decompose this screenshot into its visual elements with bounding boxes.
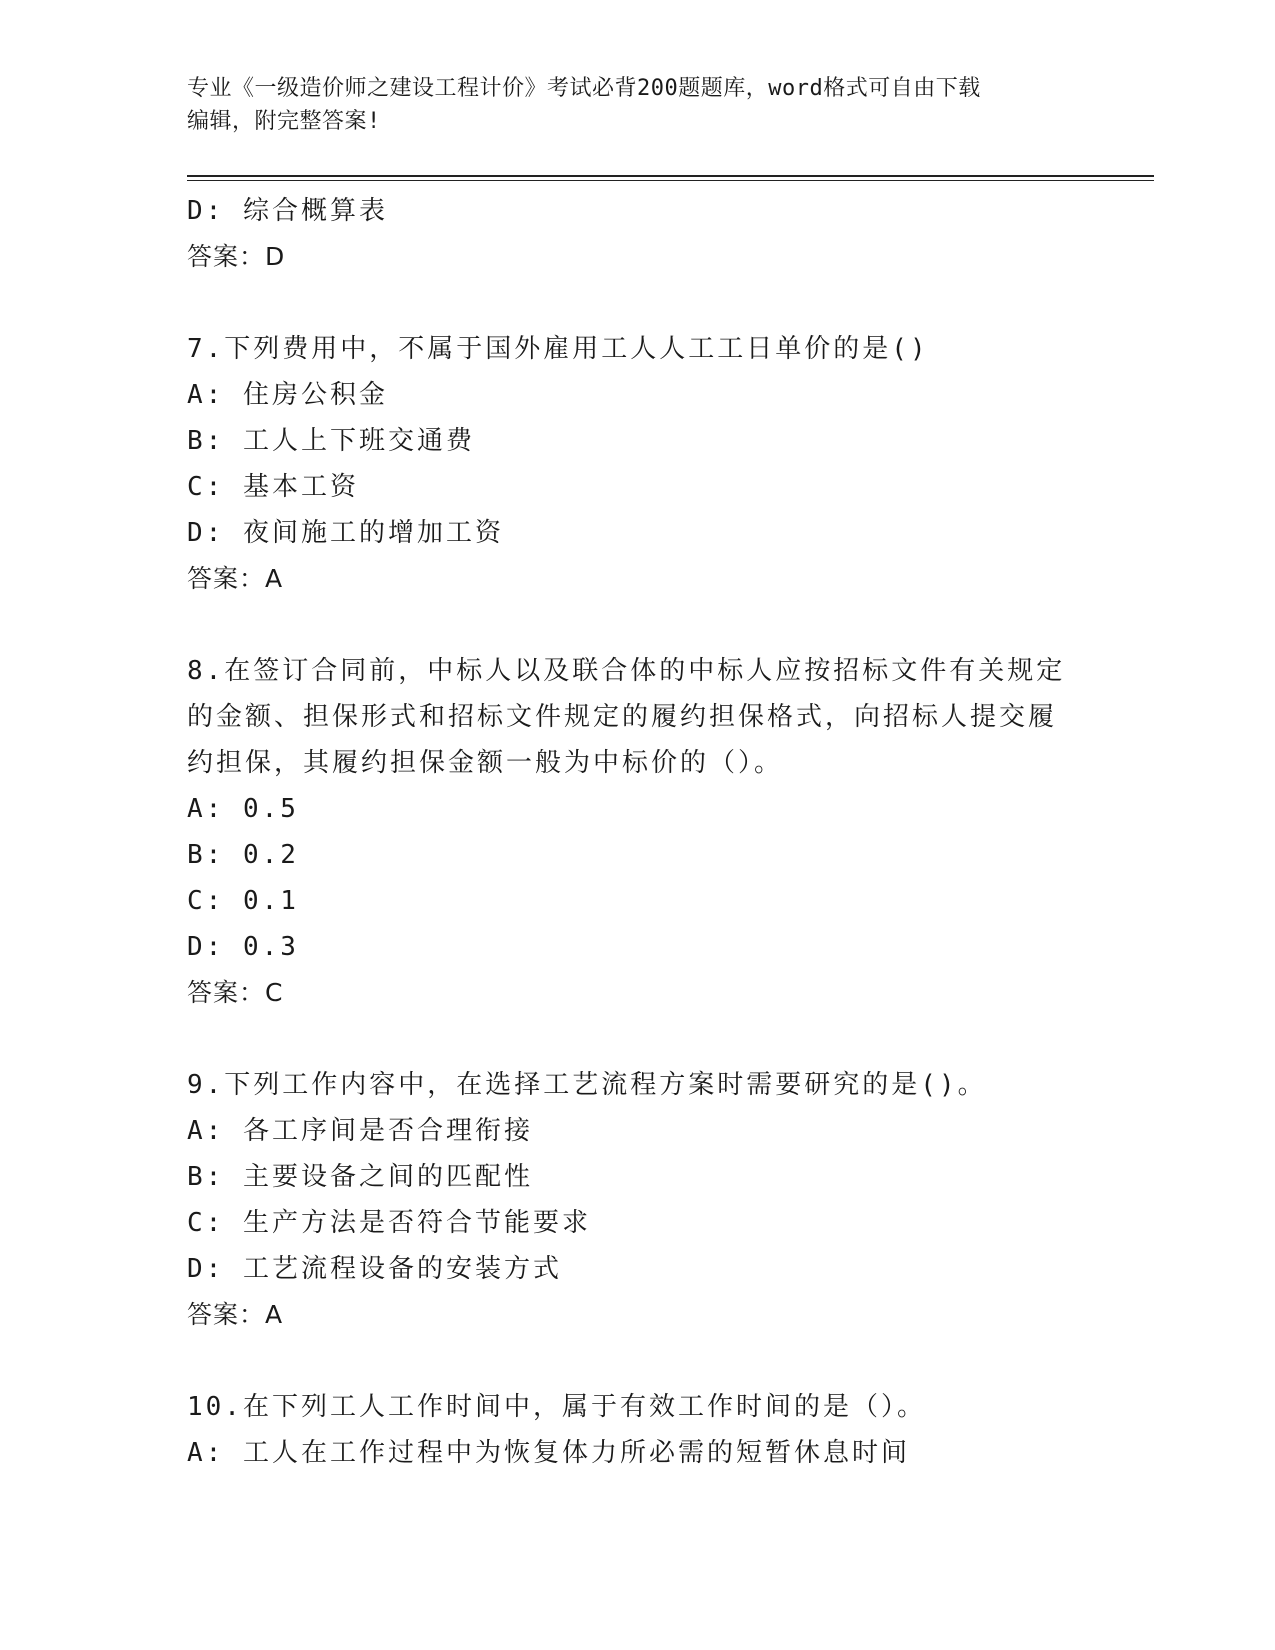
- option-b: B: 主要设备之间的匹配性: [187, 1162, 533, 1192]
- option-a: A: 各工序间是否合理衔接: [187, 1116, 533, 1146]
- option-c: C: 0.1: [187, 886, 299, 916]
- header-title-line-1: 专业《一级造价师之建设工程计价》考试必背200题题库，word格式可自由下载: [187, 76, 981, 101]
- question-7: [187, 326, 1087, 602]
- answer: 答案：A: [187, 1300, 284, 1329]
- option-b: B: 0.2: [187, 840, 299, 870]
- spacer: [187, 280, 1087, 326]
- spacer: [187, 1338, 1087, 1384]
- question-stem: 10.在下列工人工作时间中，属于有效工作时间的是（）。: [187, 1392, 926, 1422]
- header-divider-thin: [187, 180, 1154, 181]
- document-header: [187, 72, 1067, 138]
- answer: 答案：C: [187, 978, 284, 1007]
- header-title-line-2: 编辑，附完整答案!: [187, 109, 381, 134]
- question-8: [187, 648, 1087, 1016]
- question-list: [187, 188, 1087, 1476]
- answer: 答案：D: [187, 242, 286, 271]
- question-stem-line-3: 约担保，其履约担保金额一般为中标价的（）。: [187, 748, 784, 778]
- answer: 答案：A: [187, 564, 284, 593]
- question-stem: 7.下列费用中，不属于国外雇用工人人工工日单价的是(): [187, 334, 929, 364]
- option-d: D: 工艺流程设备的安装方式: [187, 1254, 562, 1284]
- spacer: [187, 1016, 1087, 1062]
- option-a: A: 住房公积金: [187, 380, 388, 410]
- option-d: D: 0.3: [187, 932, 299, 962]
- header-divider-thick: [187, 175, 1154, 177]
- question-9: [187, 1062, 1087, 1338]
- option-b: B: 工人上下班交通费: [187, 426, 475, 456]
- question-stem: 9.下列工作内容中，在选择工艺流程方案时需要研究的是()。: [187, 1070, 987, 1100]
- option-a: A: 工人在工作过程中为恢复体力所必需的短暂休息时间: [187, 1438, 910, 1468]
- question-stem-line-2: 的金额、担保形式和招标文件规定的履约担保格式，向招标人提交履: [187, 702, 1058, 732]
- option-d: D: 夜间施工的增加工资: [187, 518, 504, 548]
- question-stem-line-1: 8.在签订合同前，中标人以及联合体的中标人应按招标文件有关规定: [187, 656, 1066, 686]
- option-a: A: 0.5: [187, 794, 299, 824]
- option-d: D: 综合概算表: [187, 196, 388, 226]
- question-10: [187, 1384, 1087, 1476]
- option-c: C: 生产方法是否符合节能要求: [187, 1208, 591, 1238]
- spacer: [187, 602, 1087, 648]
- option-c: C: 基本工资: [187, 472, 359, 502]
- question-6-tail: [187, 188, 1087, 280]
